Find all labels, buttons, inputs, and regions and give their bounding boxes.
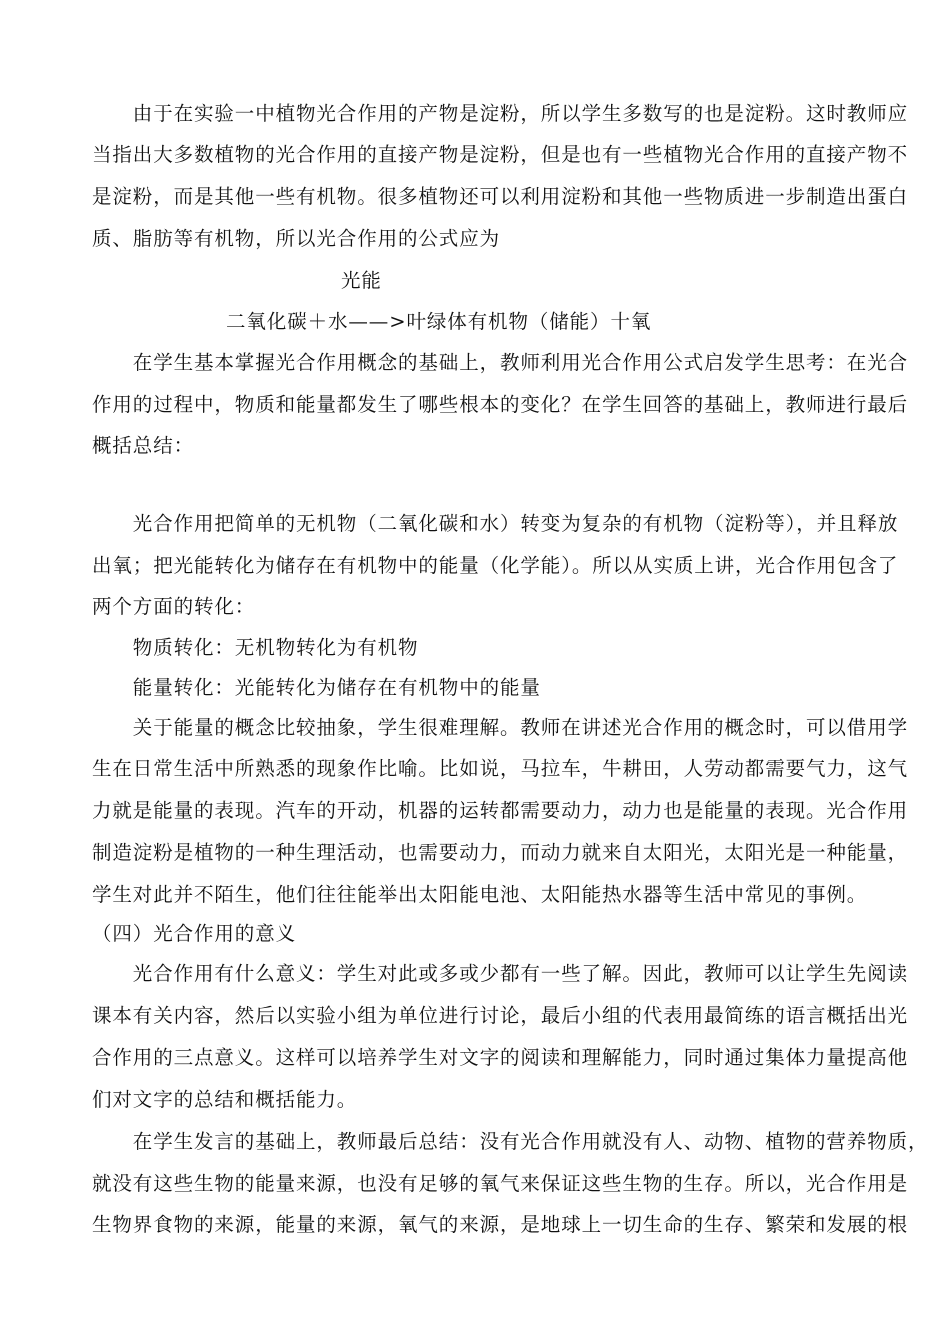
paragraph-line: 生物界食物的来源，能量的来源，氧气的来源，是地球上一切生命的生存、繁荣和发展的根 [92,1213,909,1236]
paragraph-line: 制造淀粉是植物的一种生理活动，也需要动力，而动力就来自太阳光，太阳光是一种能量， [92,841,909,864]
paragraph-line: 学生对此并不陌生，他们往往能举出太阳能电池、太阳能热水器等生活中常见的事例。 [92,883,868,906]
paragraph-line: 由于在实验一中植物光合作用的产物是淀粉，所以学生多数写的也是淀粉。这时教师应 [92,102,909,125]
paragraph-line: 关于能量的概念比较抽象，学生很难理解。教师在讲述光合作用的概念时，可以借用学 [92,716,909,739]
paragraph-line: 质、脂肪等有机物，所以光合作用的公式应为 [92,227,501,250]
paragraph-line: 概括总结： [92,434,195,457]
paragraph-line: 光合作用有什么意义：学生对此或多或少都有一些了解。因此，教师可以让学生先阅读 [92,962,909,985]
formula-equation: 二氧化碳＋水——>叶绿体有机物（储能）十氧 [226,310,652,333]
paragraph-line: 们对文字的总结和概括能力。 [92,1088,358,1111]
paragraph-line: 能量转化：光能转化为储存在有机物中的能量 [92,676,541,699]
paragraph-line: 作用的过程中，物质和能量都发生了哪些根本的变化？在学生回答的基础上，教师进行最后 [92,393,909,416]
paragraph-line: 光合作用把简单的无机物（二氧化碳和水）转变为复杂的有机物（淀粉等），并且释放 [92,512,899,535]
paragraph-line: 生在日常生活中所熟悉的现象作比喻。比如说，马拉车，牛耕田，人劳动都需要气力，这气 [92,757,909,780]
paragraph-line: 是淀粉，而是其他一些有机物。很多植物还可以利用淀粉和其他一些物质进一步制造出蛋白 [92,185,909,208]
paragraph-line: 两个方面的转化： [92,595,256,618]
formula-condition: 光能 [341,269,382,292]
paragraph-line: 在学生基本掌握光合作用概念的基础上，教师利用光合作用公式启发学生思考：在光合 [92,351,909,374]
paragraph-line: 合作用的三点意义。这样可以培养学生对文字的阅读和理解能力，同时通过集体力量提高他 [92,1046,909,1069]
section-heading: （四）光合作用的意义 [92,922,297,945]
paragraph-line: 就没有这些生物的能量来源，也没有足够的氧气来保证这些生物的生存。所以，光合作用是 [92,1172,909,1195]
paragraph-line: 课本有关内容，然后以实验小组为单位进行讨论，最后小组的代表用最简练的语言概括出光 [92,1004,909,1027]
paragraph-line: 出氧；把光能转化为储存在有机物中的能量（化学能）。所以从实质上讲，光合作用包含了 [92,554,899,577]
paragraph-line: 物质转化：无机物转化为有机物 [92,636,419,659]
paragraph-line: 当指出大多数植物的光合作用的直接产物是淀粉，但是也有一些植物光合作用的直接产物不 [92,143,909,166]
paragraph-line: 在学生发言的基础上，教师最后总结：没有光合作用就没有人、动物、植物的营养物质， [92,1130,929,1153]
paragraph-line: 力就是能量的表现。汽车的开动，机器的运转都需要动力，动力也是能量的表现。光合作用 [92,799,909,822]
